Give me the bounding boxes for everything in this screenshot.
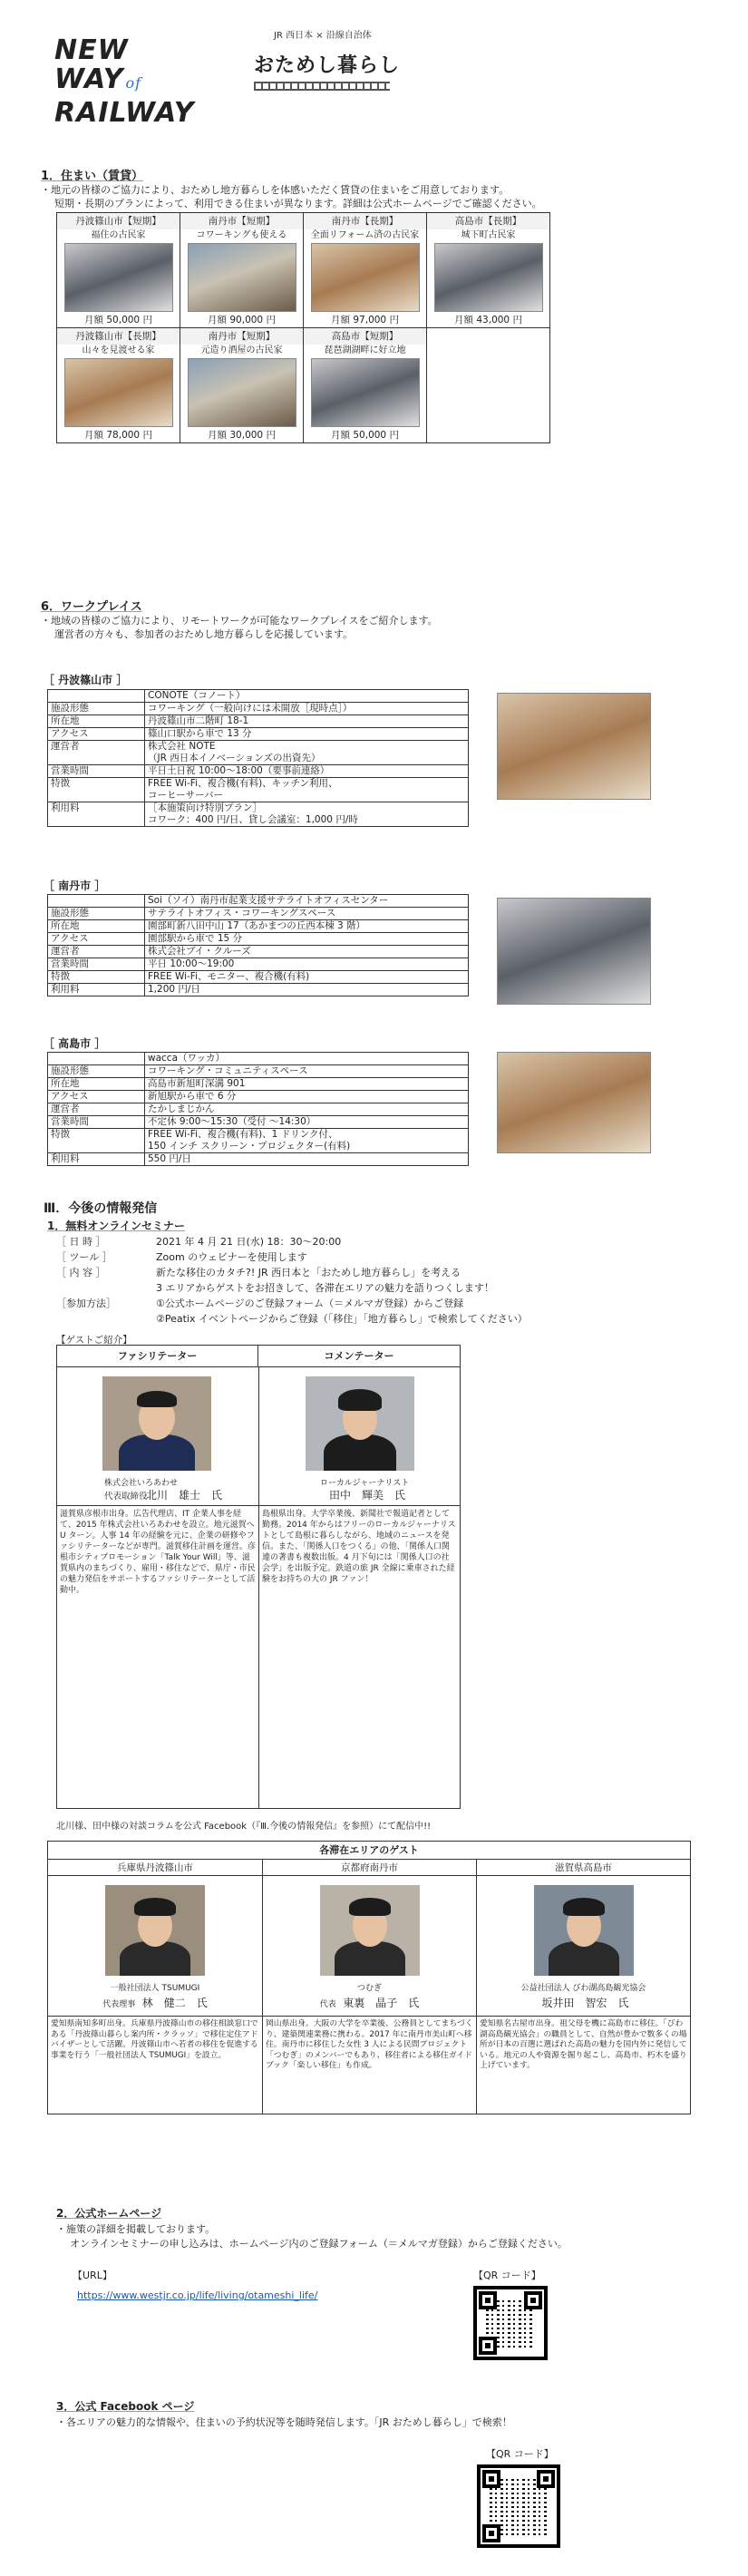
workplace-title-nantan: ［ 南丹市 ］	[44, 880, 106, 892]
workplace-row-key: 特徴	[48, 778, 145, 802]
area-guest-role: 代表	[319, 2000, 336, 2009]
facilitator-bio: 滋賀県彦根市出身。広告代理店、IT 企業人事を経て、2015 年株式会社いろあわせを設立。地元滋賀へ U ターン。人事 14 年の経験を元に、企業の研修やファシリテーターなどが専門。滋賀移住計画を運営。彦根市シティプロモーション「Talk Your Will」等、滋賀県内のまちづくり、雇用・移住などで、県庁・市民の魅力発信をサポートするファシリテーターとして活動中。	[57, 1505, 258, 1599]
housing-price: 月額 50,000 円	[84, 315, 152, 326]
workplace-bullet-cont: 運営者の方々も、参加者のおためし地方暮らしを応援しています。	[54, 628, 354, 640]
housing-city: 高島市【長期】	[427, 213, 549, 229]
area-guest-pref: 京都府南丹市	[263, 1860, 476, 1876]
area-guest-bio: 岡山県出身。大阪の大学を卒業後、公務員としてまちづくり、建築関連業務に携わる。2017 年に南丹市美山町へ移住。南丹市に移住した女性 3 人による民間プロジェクト「つむぎ」のメンバーでもあり、移住者による移住ガイドブック「楽しい移住」も作成。	[263, 2016, 476, 2075]
workplace-row	[48, 895, 469, 908]
seminar-details	[56, 1234, 691, 1327]
logo-badge-top: JR 西日本 × 沿線自治体	[274, 31, 372, 41]
seminar-join-value-1: ①公式ホームページのご登録フォーム（＝メルマガ登録）からご登録	[156, 1298, 464, 1309]
workplace-row	[48, 1053, 469, 1065]
commentator-org: ローカルジャーナリスト	[320, 1479, 410, 1488]
house-photo	[311, 243, 420, 312]
facebook-heading: 3．公式 Facebook ページ	[56, 2400, 195, 2413]
housing-heading: 1．住まい（賃貸）	[41, 170, 144, 183]
otameshi-logo	[254, 27, 417, 109]
logo-line-2: RAILWAY	[54, 97, 195, 129]
workplace-row	[48, 1065, 469, 1078]
workplace-bullet: ・地域の皆様のご協力により、リモートワークが可能なワークプレイスをご紹介します。	[41, 615, 438, 627]
area-guest-org: 公益社団法人 びわ湖高島観光協会	[520, 1984, 646, 1993]
workplace-photo-nantan	[497, 898, 651, 1005]
housing-city: 南丹市【短期】	[180, 328, 303, 345]
workplace-table-nantan	[47, 894, 469, 996]
workplace-row-value: FREE Wi-Fi、複合機(有料)、キッチン利用、 コーヒーサーバー	[145, 778, 469, 802]
workplace-row-value: コワーキング・コミュニティスペース	[145, 1065, 469, 1078]
workplace-row	[48, 971, 469, 984]
housing-city: 南丹市【長期】	[304, 213, 426, 229]
workplace-row	[48, 1153, 469, 1166]
workplace-row-key: 特徴	[48, 971, 145, 984]
area-guests-box	[47, 1841, 691, 2114]
housing-caption: 山々を見渡せる家	[82, 345, 155, 355]
housing-empty-cell	[427, 328, 550, 443]
workplace-row-key: 施設形態	[48, 908, 145, 920]
workplace-row	[48, 984, 469, 996]
workplace-row	[48, 1103, 469, 1116]
facilitator-header: ファシリテーター	[57, 1346, 258, 1367]
workplace-row	[48, 802, 469, 827]
area-guest-pref: 兵庫県丹波篠山市	[48, 1860, 262, 1876]
workplace-row-value: 高島市新旭町深溝 901	[145, 1078, 469, 1091]
area-guest-org: つむぎ	[356, 1984, 382, 1993]
area-guest-role: 代表理事	[102, 2000, 136, 2009]
housing-city: 南丹市【短期】	[180, 213, 303, 229]
workplace-row-key: 利用料	[48, 1153, 145, 1166]
facebook-qr-code-icon	[477, 2464, 560, 2548]
workplace-table-takashima	[47, 1052, 469, 1166]
workplace-row-value: Soi（ソイ）南丹市起業支援サテライトオフィスセンター	[145, 895, 469, 908]
housing-price: 月額 97,000 円	[331, 315, 399, 326]
seminar-date-value: 2021 年 4 月 21 日(水) 18：30～20:00	[156, 1236, 342, 1248]
area-guest-org: 一般社団法人 TSUMUGI	[110, 1984, 200, 1993]
commentator-header: コメンテーター	[258, 1346, 460, 1367]
rail-track-icon	[254, 82, 390, 91]
housing-caption: コワーキングも使える	[196, 230, 287, 240]
workplace-row	[48, 1129, 469, 1153]
workplace-row	[48, 778, 469, 802]
seminar-join-value-2: ②Peatix イベントページからご登録（「移住」「地方暮らし」で検索してください）	[156, 1313, 528, 1325]
workplace-row-value: コワーキング（一般向けには未開放［現時点］）	[145, 703, 469, 715]
housing-caption: 全面リフォーム済の古民家	[310, 230, 420, 240]
area-guest-name-line	[477, 1995, 690, 2010]
area-guest-bio: 愛知県名古屋市出身。祖父母を機に高島市に移住。「びわ湖高島観光協会」の職員として、自然が豊かで数多くの場所が日本の百選に選ばれた高島の魅力を国内外に発信している。地元の人や資源を掘り起こし、高島市、朽木を盛り上げています。	[477, 2016, 690, 2075]
workplace-row-key: 特徴	[48, 1129, 145, 1153]
facilitator-name: 北川 雄士 氏	[146, 1489, 223, 1502]
workplace-row-key: 所在地	[48, 920, 145, 933]
workplace-photo-takashima	[497, 1052, 651, 1153]
seminar-date-label: ［ 日 時 ］	[56, 1236, 106, 1248]
housing-price: 月額 78,000 円	[84, 430, 152, 441]
housing-bullet: ・地元の皆様のご協力により、おためし地方暮らしを体感いただく賃貸の住まいをご用意しております。	[41, 184, 510, 196]
guest-divider	[258, 1367, 259, 1808]
area-guest-bio: 愛知県南知多町出身。兵庫県丹波篠山市の移住相談窓口である「丹波篠山暮らし案内所・クラッソ」で移住定住アドバイザーとして活躍。丹波篠山市へ若者の移住を促進する事業を行う「一般社団法人 TSUMUGI」を設立。	[48, 2016, 262, 2064]
workplace-row-value: サテライトオフィス・コワーキングスペース	[145, 908, 469, 920]
workplace-photo-sasayama	[497, 693, 651, 800]
workplace-row-key	[48, 1053, 145, 1065]
area-guest-name: 東裏 晶子 氏	[343, 1997, 420, 2009]
workplace-row-value: 園部駅から車で 15 分	[145, 933, 469, 946]
facebook-qr-label: 【QR コード】	[486, 2448, 554, 2460]
workplace-row-key: 所在地	[48, 1078, 145, 1091]
facilitator-org: 株式会社いろあわせ	[104, 1479, 179, 1488]
housing-price: 月額 43,000 円	[454, 315, 522, 326]
workplace-row-value: 550 円/日	[145, 1153, 469, 1166]
workplace-row-value: ［本施策向け特別プラン］ コワーク：400 円/日、貸し会議室：1,000 円/時	[145, 802, 469, 827]
workplace-row	[48, 765, 469, 778]
workplace-row-key: 営業時間	[48, 765, 145, 778]
seminar-tool-value: Zoom のウェビナーを使用します	[156, 1251, 307, 1263]
workplace-row-key: 営業時間	[48, 958, 145, 971]
new-way-of-railway-logo	[54, 34, 213, 129]
house-photo	[64, 243, 173, 312]
workplace-row-value: 不定休 9:00～15:30（受付 ～14:30）	[145, 1116, 469, 1129]
workplace-row-value: FREE Wi-Fi、複合機(有料)、1 ドリンク付、 150 インチ スクリーン・プロジェクター(有料)	[145, 1129, 469, 1153]
housing-caption: 城下町古民家	[461, 230, 516, 240]
workplace-row-key: 営業時間	[48, 1116, 145, 1129]
commentator-name: 田中 輝美 氏	[329, 1489, 406, 1502]
seminar-heading: 1．無料オンラインセミナー	[47, 1220, 185, 1232]
facilitator-photo	[102, 1376, 211, 1471]
housing-bullet-cont: 短期・長期のプランによって、利用できる住まいが異なります。詳細は公式ホームページでご確認ください。	[54, 198, 542, 209]
housing-caption: 琵琶湖湖畔に好立地	[324, 345, 406, 355]
workplace-row-key: 施設形態	[48, 703, 145, 715]
workplace-row-key: 運営者	[48, 946, 145, 958]
workplace-row-key: アクセス	[48, 728, 145, 741]
area-guest-name-line	[48, 1995, 262, 2010]
area-guest-column	[476, 1860, 690, 2114]
workplace-row	[48, 715, 469, 728]
workplace-row-value: 丹波篠山市二階町 18-1	[145, 715, 469, 728]
workplace-row-value: たかしまじかん	[145, 1103, 469, 1116]
workplace-heading: 6．ワークプレイス	[41, 600, 142, 614]
homepage-url-label: 【URL】	[73, 2270, 112, 2281]
area-guest-pref: 滋賀県高島市	[477, 1860, 690, 1876]
commentator-bio: 島根県出身。大学卒業後、新聞社で報道記者として勤務。2014 年からはフリーのローカルジャーナリストとして島根に暮らしながら、地域のニュースを発信。また、「関係人口をつくる」の他、「関係人口関連の著書も複数出版。4 月下旬には「関係人口の社会学」を出版予定。鉄道の旅 JR 全線に乗車された経験をお持ちの大の JR ファン！	[259, 1505, 460, 1588]
housing-city: 丹波篠山市【長期】	[57, 328, 180, 345]
area-guest-name: 坂井田 智宏 氏	[541, 1997, 629, 2009]
seminar-join-label: ［参加方法］	[56, 1298, 116, 1309]
homepage-bullet: ・施策の詳細を掲載しております。	[56, 2223, 216, 2235]
workplace-row	[48, 1078, 469, 1091]
area-guest-photo	[534, 1885, 634, 1976]
area-guest-name-line	[263, 1995, 476, 2010]
housing-city: 丹波篠山市【短期】	[57, 213, 180, 229]
commentator-photo	[306, 1376, 414, 1471]
workplace-row-key: アクセス	[48, 1091, 145, 1103]
workplace-row-value: CONOTE（コノート）	[145, 690, 469, 703]
workplace-row-value: 平日土日祝 10:00～18:00（要事前連絡）	[145, 765, 469, 778]
housing-caption: 福住の古民家	[91, 230, 146, 240]
house-photo	[64, 358, 173, 427]
housing-city: 高島市【短期】	[304, 328, 426, 345]
workplace-table-sasayama	[47, 689, 469, 827]
guest-box-main	[56, 1345, 461, 1809]
seminar-content-value: 新たな移住のカタチ?! JR 西日本と「おためし地方暮らし」を考える	[156, 1267, 461, 1278]
logo-line-1: NEW WAY of	[54, 34, 142, 95]
workplace-row	[48, 1116, 469, 1129]
house-photo	[188, 358, 296, 427]
workplace-title-sasayama: ［ 丹波篠山市 ］	[44, 674, 128, 686]
area-guest-photo	[105, 1885, 205, 1976]
homepage-url-link[interactable]: https://www.westjr.co.jp/life/living/otameshi_life/	[77, 2289, 318, 2301]
facebook-bullet: ・各エリアの魅力的な情報や、住まいの予約状況等を随時発信します。「JR おためし暮らし」で検索！	[56, 2416, 512, 2428]
workplace-title-takashima: ［ 高島市 ］	[44, 1037, 106, 1050]
guest-note: 北川様、田中様の対談コラムを公式 Facebook（『Ⅲ.今後の情報発信』を参照）にて配信中!!	[56, 1822, 432, 1832]
workplace-row	[48, 690, 469, 703]
logo-badge-main: おためし暮らし	[254, 54, 401, 77]
info-heading: Ⅲ．今後の情報発信	[44, 1201, 158, 1216]
area-guest-column	[48, 1860, 262, 2114]
workplace-row-key: 施設形態	[48, 1065, 145, 1078]
housing-grid	[56, 212, 550, 443]
workplace-row-value: wacca（ワッカ）	[145, 1053, 469, 1065]
homepage-bullet-cont: オンラインセミナーの申し込みは、ホームページ内のご登録フォーム（＝メルマガ登録）からご登録ください。	[70, 2238, 568, 2250]
workplace-row-value: 篠山口駅から車で 13 分	[145, 728, 469, 741]
workplace-row	[48, 920, 469, 933]
seminar-content-label: ［ 内 容 ］	[56, 1267, 106, 1278]
workplace-row-value: FREE Wi-Fi、モニター、複合機(有料)	[145, 971, 469, 984]
workplace-row-key	[48, 895, 145, 908]
workplace-row-key	[48, 690, 145, 703]
workplace-row-key: 運営者	[48, 1103, 145, 1116]
workplace-row-value: 園部町新八田中山 17（あかまつの丘西本棟 3 階）	[145, 920, 469, 933]
homepage-qr-label: 【QR コード】	[473, 2270, 541, 2281]
housing-caption: 元造り酒屋の古民家	[200, 345, 283, 355]
workplace-row-key: 運営者	[48, 741, 145, 765]
workplace-row-value: 株式会社ブイ・クルーズ	[145, 946, 469, 958]
facilitator-role: 代表取締役	[104, 1492, 148, 1502]
workplace-row-value: 1,200 円/日	[145, 984, 469, 996]
housing-price: 月額 50,000 円	[331, 430, 399, 441]
area-guest-photo	[320, 1885, 420, 1976]
workplace-row	[48, 703, 469, 715]
workplace-row	[48, 946, 469, 958]
housing-price: 月額 90,000 円	[208, 315, 276, 326]
area-guests-header: 各滞在エリアのゲスト	[48, 1842, 690, 1860]
homepage-qr-code-icon	[473, 2286, 548, 2360]
workplace-row-key: アクセス	[48, 933, 145, 946]
house-photo	[188, 243, 296, 312]
workplace-row-value: 新旭駅から車で 6 分	[145, 1091, 469, 1103]
workplace-row-value: 株式会社 NOTE （JR 西日本イノベーションズの出資先）	[145, 741, 469, 765]
housing-price: 月額 30,000 円	[208, 430, 276, 441]
workplace-row	[48, 728, 469, 741]
guest-intro: 【ゲストご紹介】	[56, 1335, 132, 1346]
workplace-row-key: 利用料	[48, 984, 145, 996]
workplace-row-key: 利用料	[48, 802, 145, 827]
workplace-row	[48, 1091, 469, 1103]
workplace-row-key: 所在地	[48, 715, 145, 728]
workplace-row-value: 平日 10:00～19:00	[145, 958, 469, 971]
area-guest-name: 林 健二 氏	[141, 1997, 208, 2009]
seminar-content-value-2: 3 エリアからゲストをお招きして、各滞在エリアの魅力を語りつくします！	[156, 1282, 494, 1294]
seminar-tool-label: ［ ツール ］	[56, 1251, 112, 1263]
house-photo	[311, 358, 420, 427]
workplace-row	[48, 933, 469, 946]
house-photo	[434, 243, 543, 312]
homepage-heading: 2．公式ホームページ	[56, 2207, 162, 2220]
workplace-row	[48, 958, 469, 971]
workplace-row	[48, 741, 469, 765]
area-guest-column	[262, 1860, 476, 2114]
workplace-row	[48, 908, 469, 920]
